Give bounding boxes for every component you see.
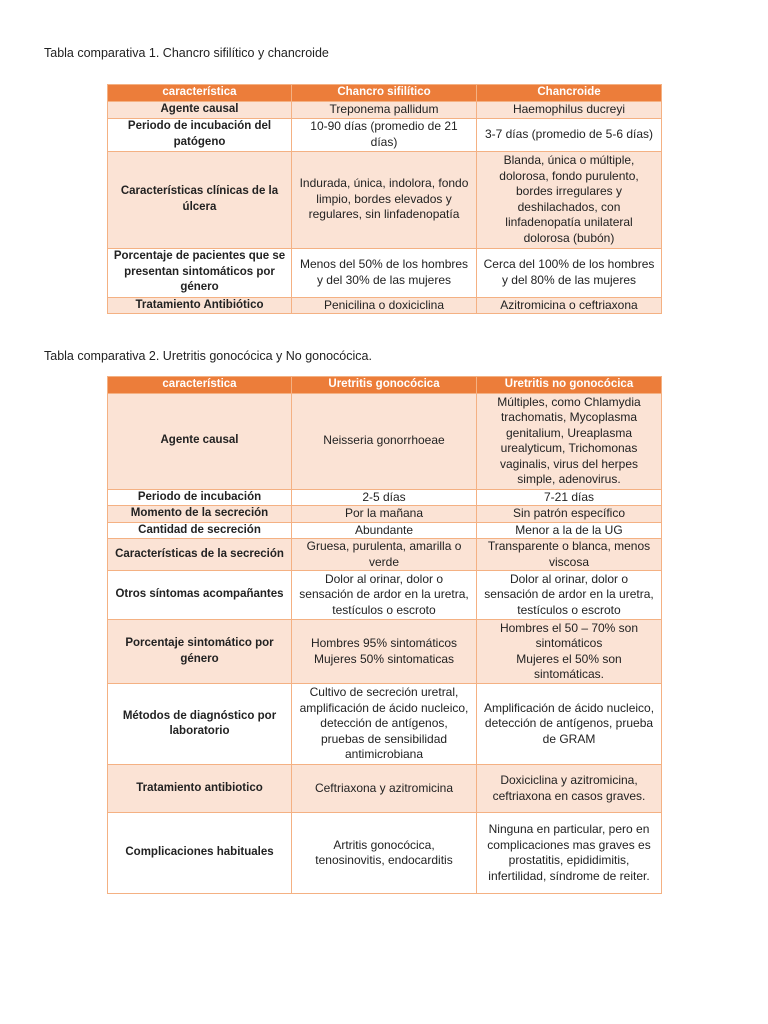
cell-uretritis-gonococica: Dolor al orinar, dolor o sensación de ardor en la uretra, testículos o escroto bbox=[292, 571, 477, 620]
row-label: Métodos de diagnóstico por laboratorio bbox=[108, 684, 292, 765]
cell-chancro-sifilitico: Indurada, única, indolora, fondo limpio, bordes elevados y regulares, sin linfadenopatía bbox=[292, 151, 477, 248]
table-header-row bbox=[108, 377, 662, 394]
row-label: Otros síntomas acompañantes bbox=[108, 571, 292, 620]
cell-uretritis-no-gonococica: Doxiciclina y azitromicina, ceftriaxona en casos graves. bbox=[477, 765, 662, 813]
cell-uretritis-gonococica: Por la mañana bbox=[292, 506, 477, 523]
table-row bbox=[108, 393, 662, 489]
cell-uretritis-no-gonococica: Amplificación de ácido nucleico, detección de antígenos, prueba de GRAM bbox=[477, 684, 662, 765]
cell-chancro-sifilitico: Treponema pallidum bbox=[292, 101, 477, 118]
table-row bbox=[108, 813, 662, 894]
cell-chancro-sifilitico: 10-90 días (promedio de 21 días) bbox=[292, 118, 477, 151]
cell-uretritis-no-gonococica: Múltiples, como Chlamydia trachomatis, Mycoplasma genitalium, Ureaplasma urealyticum, Trichomonas vaginalis, virus del herpes simple, adenovirus. bbox=[477, 393, 662, 489]
header-uretritis-gonococica: Uretritis gonocócica bbox=[292, 377, 477, 394]
cell-uretritis-gonococica: Cultivo de secreción uretral, amplificación de ácido nucleico, detección de antígenos, pruebas de sensibilidad antimicrobiana bbox=[292, 684, 477, 765]
cell-chancroide: 3-7 días (promedio de 5-6 días) bbox=[477, 118, 662, 151]
table2-caption: Tabla comparativa 2. Uretritis gonocócica y No gonocócica. bbox=[44, 349, 372, 363]
cell-uretritis-gonococica: Neisseria gonorrhoeae bbox=[292, 393, 477, 489]
table-row bbox=[108, 765, 662, 813]
row-label: Momento de la secreción bbox=[108, 506, 292, 523]
table-header-row bbox=[108, 85, 662, 102]
table-row bbox=[108, 297, 662, 314]
row-label: Agente causal bbox=[108, 101, 292, 118]
header-chancro-sifilitico: Chancro sifilítico bbox=[292, 85, 477, 102]
table-row bbox=[108, 101, 662, 118]
cell-uretritis-gonococica: Ceftriaxona y azitromicina bbox=[292, 765, 477, 813]
cell-uretritis-gonococica: Hombres 95% sintomáticos Mujeres 50% sintomaticas bbox=[292, 620, 477, 684]
row-label: Porcentaje sintomático por género bbox=[108, 620, 292, 684]
header-characteristic: característica bbox=[108, 85, 292, 102]
table-row bbox=[108, 684, 662, 765]
comparison-table-1 bbox=[107, 84, 662, 314]
table-row bbox=[108, 620, 662, 684]
table-row bbox=[108, 522, 662, 539]
cell-uretritis-gonococica: Abundante bbox=[292, 522, 477, 539]
row-label: Características clínicas de la úlcera bbox=[108, 151, 292, 248]
table-row bbox=[108, 506, 662, 523]
table-row bbox=[108, 118, 662, 151]
row-label: Cantidad de secreción bbox=[108, 522, 292, 539]
header-characteristic: característica bbox=[108, 377, 292, 394]
row-label: Periodo de incubación bbox=[108, 489, 292, 506]
cell-chancroide: Blanda, única o múltiple, dolorosa, fondo purulento, bordes irregulares y deshilachados, con linfadenopatía unilateral dolorosa (bubón) bbox=[477, 151, 662, 248]
cell-uretritis-no-gonococica: 7-21 días bbox=[477, 489, 662, 506]
table1-caption: Tabla comparativa 1. Chancro sifilítico y chancroide bbox=[44, 46, 329, 60]
row-label: Periodo de incubación del patógeno bbox=[108, 118, 292, 151]
table-row bbox=[108, 571, 662, 620]
cell-uretritis-gonococica: 2-5 días bbox=[292, 489, 477, 506]
cell-chancroide: Haemophilus ducreyi bbox=[477, 101, 662, 118]
row-label: Tratamiento antibiotico bbox=[108, 765, 292, 813]
cell-uretritis-gonococica: Gruesa, purulenta, amarilla o verde bbox=[292, 539, 477, 571]
row-label: Características de la secreción bbox=[108, 539, 292, 571]
table-row bbox=[108, 248, 662, 297]
cell-chancro-sifilitico: Penicilina o doxiciclina bbox=[292, 297, 477, 314]
row-label: Agente causal bbox=[108, 393, 292, 489]
cell-uretritis-no-gonococica: Ninguna en particular, pero en complicaciones mas graves es prostatitis, epididimitis, infertilidad, síndrome de reiter. bbox=[477, 813, 662, 894]
cell-uretritis-no-gonococica: Transparente o blanca, menos viscosa bbox=[477, 539, 662, 571]
header-chancroide: Chancroide bbox=[477, 85, 662, 102]
table-row bbox=[108, 151, 662, 248]
header-uretritis-no-gonococica: Uretritis no gonocócica bbox=[477, 377, 662, 394]
row-label: Porcentaje de pacientes que se presentan sintomáticos por género bbox=[108, 248, 292, 297]
cell-uretritis-no-gonococica: Sin patrón específico bbox=[477, 506, 662, 523]
cell-chancroide: Cerca del 100% de los hombres y del 80% de las mujeres bbox=[477, 248, 662, 297]
cell-uretritis-no-gonococica: Hombres el 50 – 70% son sintomáticos Mujeres el 50% son sintomáticas. bbox=[477, 620, 662, 684]
table-row bbox=[108, 539, 662, 571]
cell-uretritis-gonococica: Artritis gonocócica, tenosinovitis, endocarditis bbox=[292, 813, 477, 894]
comparison-table-2 bbox=[107, 376, 662, 894]
cell-chancro-sifilitico: Menos del 50% de los hombres y del 30% de las mujeres bbox=[292, 248, 477, 297]
row-label: Tratamiento Antibiótico bbox=[108, 297, 292, 314]
cell-chancroide: Azitromicina o ceftriaxona bbox=[477, 297, 662, 314]
cell-uretritis-no-gonococica: Menor a la de la UG bbox=[477, 522, 662, 539]
table-row bbox=[108, 489, 662, 506]
cell-uretritis-no-gonococica: Dolor al orinar, dolor o sensación de ardor en la uretra, testículos o escroto bbox=[477, 571, 662, 620]
row-label: Complicaciones habituales bbox=[108, 813, 292, 894]
